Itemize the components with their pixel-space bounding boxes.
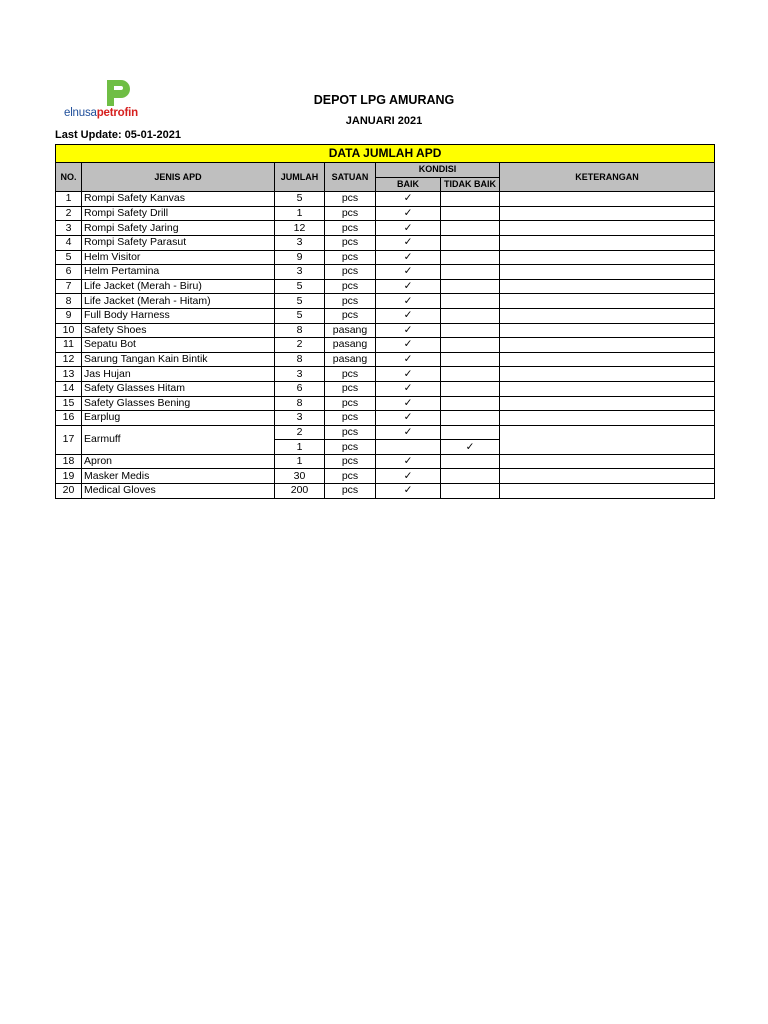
row-jumlah: 1 [275,454,325,469]
row-jumlah: 3 [275,411,325,426]
row-jumlah: 6 [275,381,325,396]
table-row [56,469,715,484]
row-tidak-baik-check [441,192,500,207]
row-jenis-apd: Earmuff [82,425,275,454]
row-tidak-baik-check [441,396,500,411]
header-keterangan: KETERANGAN [500,163,715,192]
row-satuan: pcs [325,235,376,250]
row-satuan: pasang [325,323,376,338]
row-satuan: pcs [325,469,376,484]
row-tidak-baik-check [441,367,500,382]
row-baik-check: ✓ [376,484,441,499]
row-tidak-baik-check [441,323,500,338]
row-satuan: pcs [325,192,376,207]
row-tidak-baik-check [441,308,500,323]
logo-text-lnusa: lnusa [70,107,97,119]
row-baik-check: ✓ [376,381,441,396]
page-title: DEPOT LPG AMURANG [313,93,455,107]
row-baik-check: ✓ [376,308,441,323]
row-no: 13 [56,367,82,382]
row-jumlah: 3 [275,265,325,280]
row-jumlah: 5 [275,192,325,207]
row-no: 1 [56,192,82,207]
row-tidak-baik-check [441,469,500,484]
row-keterangan [500,323,715,338]
header-jumlah: JUMLAH [275,163,325,192]
row-satuan: pcs [325,454,376,469]
table-row [56,367,715,382]
table-row [56,235,715,250]
table-row [56,454,715,469]
row-keterangan [500,250,715,265]
row-jenis-apd: Safety Glasses Bening [82,396,275,411]
row-jumlah: 200 [275,484,325,499]
row-jumlah: 3 [275,367,325,382]
row-jenis-apd: Rompi Safety Jaring [82,221,275,236]
row-satuan: pcs [325,425,376,440]
row-baik-check: ✓ [376,454,441,469]
row-satuan: pcs [325,279,376,294]
row-baik-check: ✓ [376,323,441,338]
logo-text-e: e [64,107,71,119]
row-baik-check [376,440,441,455]
row-baik-check: ✓ [376,192,441,207]
row-baik-check: ✓ [376,294,441,309]
row-keterangan [500,265,715,280]
row-satuan: pcs [325,440,376,455]
row-no: 9 [56,308,82,323]
row-tidak-baik-check [441,294,500,309]
row-keterangan [500,338,715,353]
row-satuan: pcs [325,221,376,236]
row-baik-check: ✓ [376,338,441,353]
table-row [56,411,715,426]
row-keterangan [500,279,715,294]
table-row [56,338,715,353]
row-satuan: pcs [325,367,376,382]
row-baik-check: ✓ [376,396,441,411]
table-row [56,484,715,499]
row-no: 17 [56,425,82,454]
row-tidak-baik-check [441,352,500,367]
row-no: 3 [56,221,82,236]
row-tidak-baik-check [441,425,500,440]
row-jenis-apd: Rompi Safety Parasut [82,235,275,250]
row-baik-check: ✓ [376,352,441,367]
row-baik-check: ✓ [376,235,441,250]
apd-table [55,144,715,499]
row-baik-check: ✓ [376,221,441,236]
table-row [56,221,715,236]
row-jenis-apd: Masker Medis [82,469,275,484]
row-jenis-apd: Jas Hujan [82,367,275,382]
row-jumlah: 2 [275,338,325,353]
page-subtitle: JANUARI 2021 [345,115,423,127]
row-jenis-apd: Apron [82,454,275,469]
row-jumlah: 5 [275,294,325,309]
row-tidak-baik-check [441,265,500,280]
table-row [56,323,715,338]
row-keterangan [500,221,715,236]
row-keterangan [500,454,715,469]
row-no: 18 [56,454,82,469]
row-satuan: pcs [325,206,376,221]
row-keterangan [500,396,715,411]
row-no: 2 [56,206,82,221]
table-row [56,308,715,323]
row-jumlah: 5 [275,279,325,294]
row-baik-check: ✓ [376,250,441,265]
row-jumlah: 12 [275,221,325,236]
row-no: 8 [56,294,82,309]
row-satuan: pcs [325,484,376,499]
row-tidak-baik-check [441,411,500,426]
row-no: 14 [56,381,82,396]
row-baik-check: ✓ [376,206,441,221]
table-row [56,265,715,280]
row-keterangan [500,425,715,454]
table-row [56,352,715,367]
row-jenis-apd: Sarung Tangan Kain Bintik [82,352,275,367]
header-tidak-baik: TIDAK BAIK [441,177,500,192]
row-tidak-baik-check [441,206,500,221]
row-keterangan [500,352,715,367]
row-tidak-baik-check [441,381,500,396]
row-baik-check: ✓ [376,411,441,426]
header-baik: BAIK [376,177,441,192]
row-baik-check: ✓ [376,265,441,280]
row-keterangan [500,206,715,221]
row-jenis-apd: Life Jacket (Merah - Biru) [82,279,275,294]
table-row [56,294,715,309]
row-jenis-apd: Rompi Safety Drill [82,206,275,221]
row-no: 20 [56,484,82,499]
row-keterangan [500,469,715,484]
table-row [56,381,715,396]
row-satuan: pcs [325,381,376,396]
row-no: 6 [56,265,82,280]
row-tidak-baik-check: ✓ [441,440,500,455]
row-jenis-apd: Rompi Safety Kanvas [82,192,275,207]
table-row [56,279,715,294]
row-tidak-baik-check [441,484,500,499]
row-baik-check: ✓ [376,367,441,382]
row-satuan: pasang [325,352,376,367]
row-no: 4 [56,235,82,250]
row-baik-check: ✓ [376,425,441,440]
row-jenis-apd: Safety Shoes [82,323,275,338]
table-row [56,192,715,207]
row-keterangan [500,411,715,426]
row-jenis-apd: Earplug [82,411,275,426]
row-jumlah: 1 [275,206,325,221]
row-tidak-baik-check [441,221,500,236]
row-keterangan [500,192,715,207]
row-baik-check: ✓ [376,469,441,484]
row-keterangan [500,381,715,396]
row-keterangan [500,294,715,309]
row-satuan: pcs [325,308,376,323]
table-row [56,206,715,221]
row-tidak-baik-check [441,454,500,469]
row-jenis-apd: Safety Glasses Hitam [82,381,275,396]
row-no: 12 [56,352,82,367]
row-no: 19 [56,469,82,484]
row-no: 10 [56,323,82,338]
row-satuan: pcs [325,250,376,265]
row-satuan: pcs [325,294,376,309]
row-tidak-baik-check [441,338,500,353]
row-no: 5 [56,250,82,265]
header-jenis-apd: JENIS APD [82,163,275,192]
row-satuan: pcs [325,265,376,280]
row-no: 11 [56,338,82,353]
row-jumlah: 5 [275,308,325,323]
row-jumlah: 8 [275,396,325,411]
row-no: 16 [56,411,82,426]
table-banner: DATA JUMLAH APD [56,145,715,163]
row-jumlah: 8 [275,323,325,338]
row-satuan: pcs [325,411,376,426]
table-row [56,425,715,440]
row-satuan: pasang [325,338,376,353]
header-satuan: SATUAN [325,163,376,192]
row-keterangan [500,484,715,499]
table-row [56,250,715,265]
logo-text-petrofin: petrofin [96,107,138,119]
row-jumlah: 2 [275,425,325,440]
row-jumlah: 8 [275,352,325,367]
row-jenis-apd: Helm Visitor [82,250,275,265]
row-no: 7 [56,279,82,294]
row-keterangan [500,235,715,250]
row-tidak-baik-check [441,235,500,250]
header-kondisi: KONDISI [376,163,500,178]
row-jumlah: 9 [275,250,325,265]
row-tidak-baik-check [441,279,500,294]
row-jumlah: 1 [275,440,325,455]
row-keterangan [500,308,715,323]
row-jenis-apd: Sepatu Bot [82,338,275,353]
row-keterangan [500,367,715,382]
apd-table-body [56,192,715,498]
row-jumlah: 3 [275,235,325,250]
row-jumlah: 30 [275,469,325,484]
row-satuan: pcs [325,396,376,411]
row-jenis-apd: Full Body Harness [82,308,275,323]
row-jenis-apd: Medical Gloves [82,484,275,499]
row-baik-check: ✓ [376,279,441,294]
row-jenis-apd: Life Jacket (Merah - Hitam) [82,294,275,309]
header-no: NO. [56,163,82,192]
row-jenis-apd: Helm Pertamina [82,265,275,280]
row-no: 15 [56,396,82,411]
last-update: Last Update: 05-01-2021 [55,129,181,141]
table-row [56,396,715,411]
row-tidak-baik-check [441,250,500,265]
